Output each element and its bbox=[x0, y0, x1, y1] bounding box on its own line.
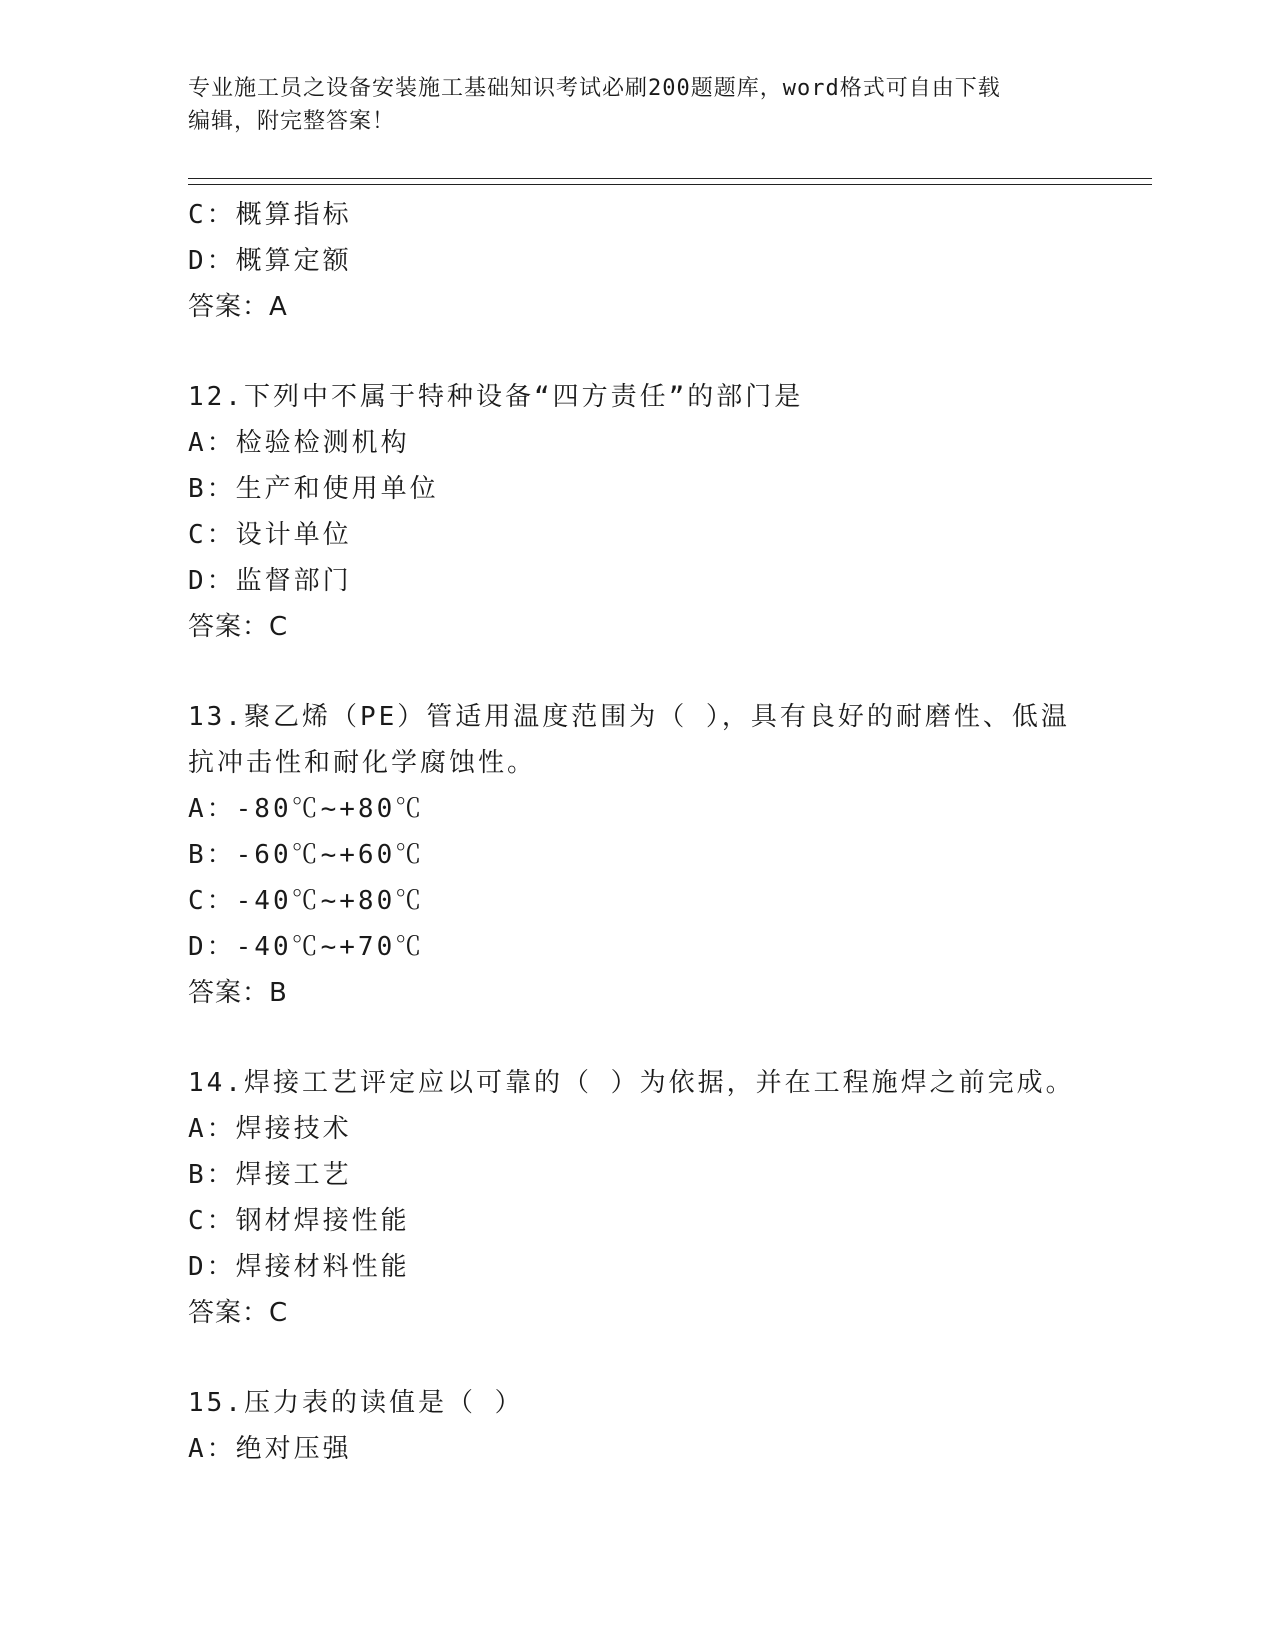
option-c: C：-40℃~+80℃ bbox=[188, 886, 425, 916]
question-15 bbox=[188, 1380, 1152, 1472]
answer: 答案：C bbox=[188, 612, 289, 642]
answer: 答案：B bbox=[188, 978, 288, 1008]
question-11-continued bbox=[188, 192, 1152, 330]
answer: 答案：A bbox=[188, 292, 288, 322]
header-line-2: 编辑，附完整答案！ bbox=[188, 109, 396, 134]
question-12 bbox=[188, 374, 1152, 650]
header-line-1: 专业施工员之设备安装施工基础知识考试必刷200题题库，word格式可自由下载 bbox=[188, 76, 1001, 101]
option-d: D：监督部门 bbox=[188, 566, 352, 596]
question-14 bbox=[188, 1060, 1152, 1336]
option-b: B：焊接工艺 bbox=[188, 1160, 352, 1190]
question-13 bbox=[188, 694, 1152, 1016]
document-header bbox=[188, 72, 1088, 138]
option-c: C：钢材焊接性能 bbox=[188, 1206, 410, 1236]
option-d: D：焊接材料性能 bbox=[188, 1252, 410, 1282]
option-a: A：焊接技术 bbox=[188, 1114, 352, 1144]
header-double-rule bbox=[188, 178, 1152, 185]
option-c: C：概算指标 bbox=[188, 200, 352, 230]
option-d: D：-40℃~+70℃ bbox=[188, 932, 425, 962]
question-stem-line-2: 抗冲击性和耐化学腐蚀性。 bbox=[188, 748, 537, 778]
option-a: A：-80℃~+80℃ bbox=[188, 794, 425, 824]
option-b: B：生产和使用单位 bbox=[188, 474, 439, 504]
option-b: B：-60℃~+60℃ bbox=[188, 840, 425, 870]
question-stem: 14.焊接工艺评定应以可靠的（ ）为依据，并在工程施焊之前完成。 bbox=[188, 1068, 1075, 1098]
question-stem: 15.压力表的读值是（ ） bbox=[188, 1388, 524, 1418]
option-a: A：绝对压强 bbox=[188, 1434, 352, 1464]
question-stem: 12.下列中不属于特种设备“四方责任”的部门是 bbox=[188, 382, 804, 412]
option-d: D：概算定额 bbox=[188, 246, 352, 276]
answer: 答案：C bbox=[188, 1298, 289, 1328]
question-stem-line-1: 13.聚乙烯（PE）管适用温度范围为（ ），具有良好的耐磨性、低温 bbox=[188, 702, 1070, 732]
question-list bbox=[188, 192, 1152, 1472]
option-a: A：检验检测机构 bbox=[188, 428, 410, 458]
option-c: C：设计单位 bbox=[188, 520, 352, 550]
